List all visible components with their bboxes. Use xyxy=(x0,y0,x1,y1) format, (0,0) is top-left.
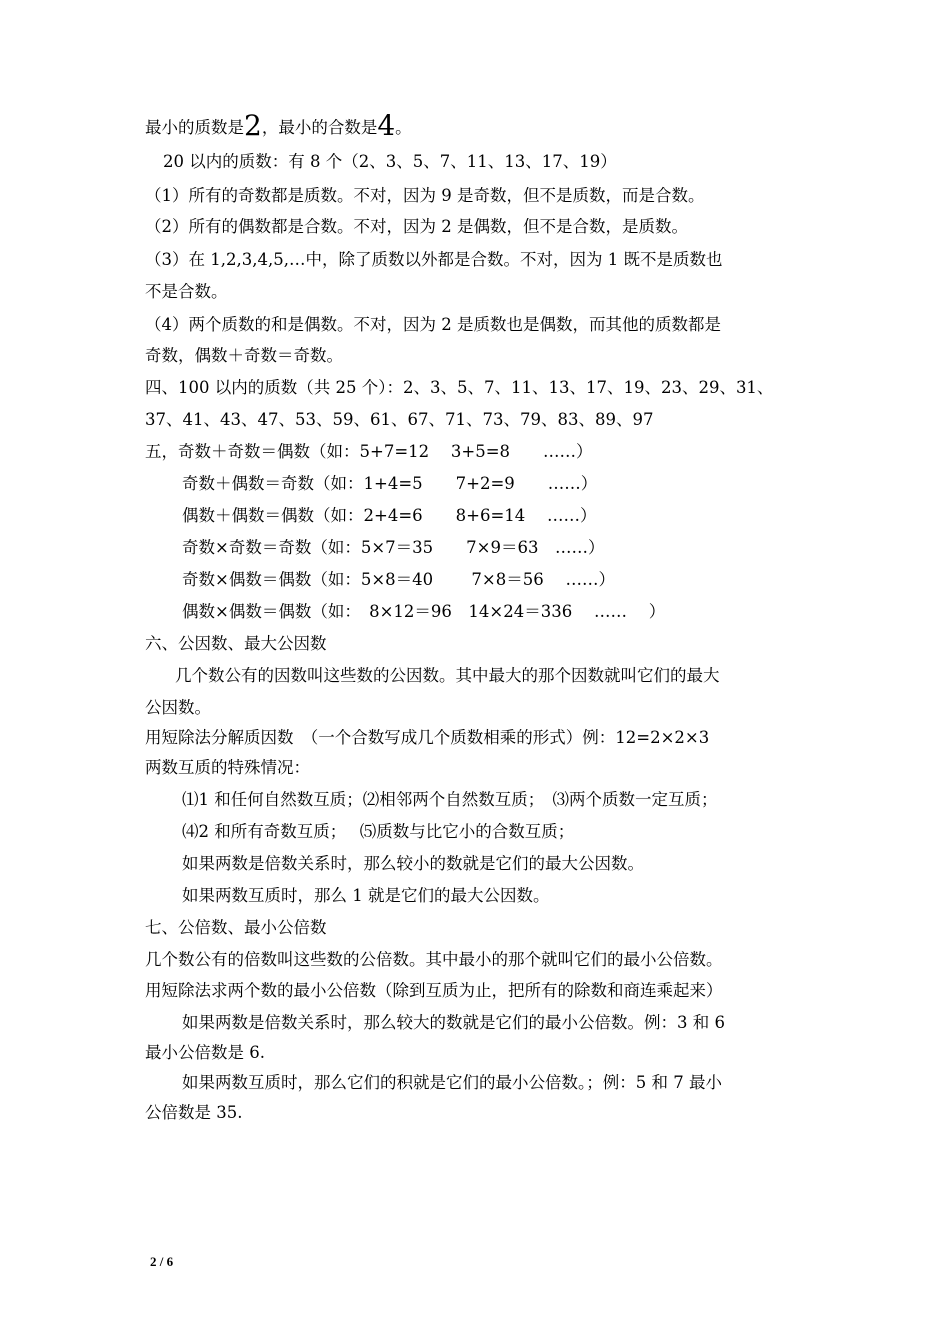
common-factor-definition-cont: 公因数。 xyxy=(145,698,211,717)
common-factor-definition: 几个数公有的因数叫这些数的公因数。其中最大的那个因数就叫它们的最大 xyxy=(175,666,720,685)
section-5-rule-3: 偶数＋偶数＝偶数（如：2+4=6 8+6=14 ……） xyxy=(182,506,597,525)
statement-4: （4）两个质数的和是偶数。不对，因为 2 是质数也是偶数，而其他的质数都是 xyxy=(145,315,721,334)
coprime-cases-heading: 两数互质的特殊情况： xyxy=(145,758,310,777)
page-number: 2 / 6 xyxy=(150,1254,174,1269)
statement-4-cont: 奇数，偶数＋奇数＝奇数。 xyxy=(145,346,343,365)
lcm-coprime-rule: 如果两数互质时，那么它们的积就是它们的最小公倍数。；例：5 和 7 最小 xyxy=(182,1073,722,1092)
section-5-rule-2: 奇数＋偶数＝奇数（如：1+4=5 7+2=9 ……） xyxy=(182,474,598,493)
text-segment: 。 xyxy=(395,118,412,137)
section-4-heading: 四、100 以内的质数（共 25 个）：2、3、5、7、11、13、17、19、23、29、31、 xyxy=(145,378,774,397)
section-5-rule-1: 五，奇数＋奇数＝偶数（如：5+7=12 3+5=8 ……） xyxy=(145,442,593,461)
section-5-rule-4: 奇数×奇数＝奇数（如：5×7＝35 7×9＝63 ……） xyxy=(182,538,605,557)
section-5-rule-6: 偶数×偶数＝偶数（如： 8×12＝96 14×24＝336 …… ） xyxy=(182,602,666,621)
section-5-rule-5: 奇数×偶数＝偶数（如：5×8＝40 7×8＝56 ……） xyxy=(182,570,615,589)
common-multiple-definition: 几个数公有的倍数叫这些数的公倍数。其中最小的那个就叫它们的最小公倍数。 xyxy=(145,950,723,969)
large-number-4: 4 xyxy=(377,109,396,142)
large-number-2: 2 xyxy=(244,109,262,142)
prime-factorization-line: 用短除法分解质因数 （一个合数写成几个质数相乘的形式）例：12=2×2×3 xyxy=(145,728,710,747)
lcm-coprime-rule-cont: 公倍数是 35. xyxy=(145,1103,243,1122)
text-segment: 最小的质数是 xyxy=(145,118,244,137)
coprime-cases-1-3: ⑴1 和任何自然数互质；⑵相邻两个自然数互质； ⑶两个质数一定互质； xyxy=(182,790,718,809)
statement-3-cont: 不是合数。 xyxy=(145,282,228,301)
text-segment: ，最小的合数是 xyxy=(261,118,378,137)
statement-1: （1）所有的奇数都是质数。不对，因为 9 是奇数，但不是质数，而是合数。 xyxy=(145,186,705,205)
statement-3: （3）在 1,2,3,4,5,…中，除了质数以外都是合数。不对，因为 1 既不是质数也 xyxy=(145,250,723,269)
smallest-prime-composite-line xyxy=(145,109,412,142)
gcd-coprime-rule: 如果两数互质时，那么 1 就是它们的最大公因数。 xyxy=(182,886,550,905)
lcm-multiple-rule-cont: 最小公倍数是 6. xyxy=(145,1043,265,1062)
section-4-cont: 37、41、43、47、53、59、61、67、71、73、79、83、89、97 xyxy=(145,410,654,429)
gcd-multiple-rule: 如果两数是倍数关系时，那么较小的数就是它们的最大公因数。 xyxy=(182,854,644,873)
statement-2: （2）所有的偶数都是合数。不对，因为 2 是偶数，但不是合数，是质数。 xyxy=(145,217,688,236)
lcm-multiple-rule: 如果两数是倍数关系时，那么较大的数就是它们的最小公倍数。例：3 和 6 xyxy=(182,1013,725,1032)
lcm-short-division-line: 用短除法求两个数的最小公倍数（除到互质为止，把所有的除数和商连乘起来） xyxy=(145,981,723,1000)
section-7-heading: 七、公倍数、最小公倍数 xyxy=(145,918,327,937)
primes-under-20: 20 以内的质数：有 8 个（2、3、5、7、11、13、17、19） xyxy=(163,152,617,171)
coprime-cases-4-5: ⑷2 和所有奇数互质； ⑸质数与比它小的合数互质； xyxy=(182,822,575,841)
section-6-heading: 六、公因数、最大公因数 xyxy=(145,634,327,653)
